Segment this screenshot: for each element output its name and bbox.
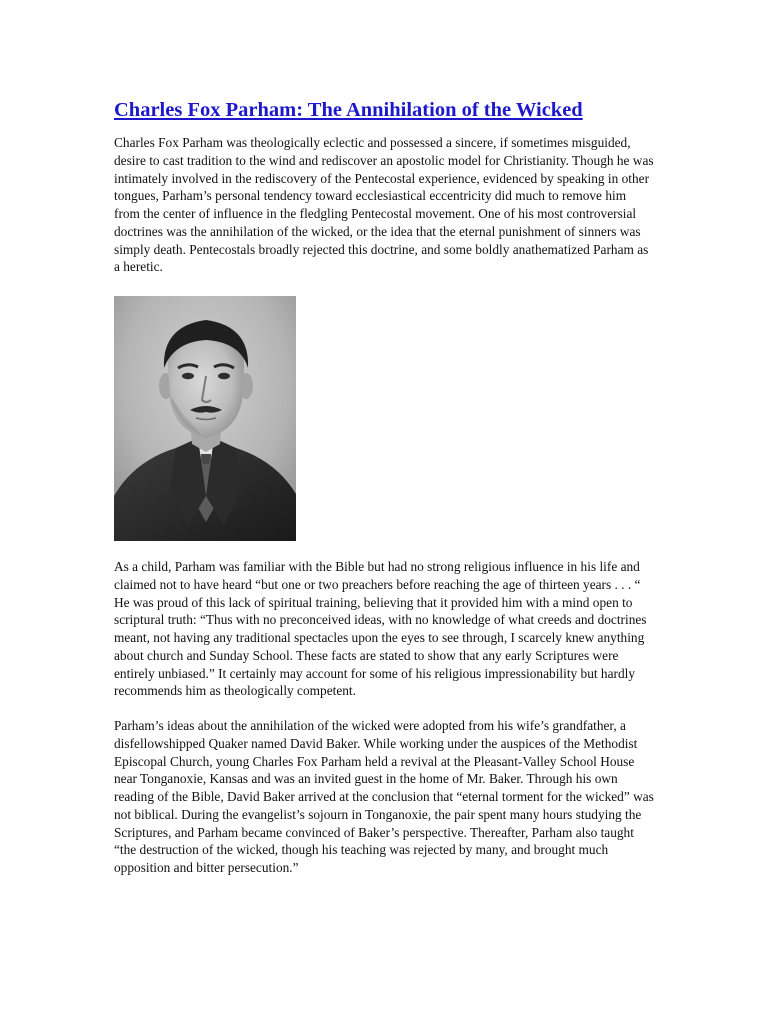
article-paragraph-intro: Charles Fox Parham was theologically eclectic and possessed a sincere, if sometimes misguided, desire to cast tradition to the wind and rediscover an apostolic model for Christianity. Though he was intimately involved in the rediscovery of the Pentecostal experience, evidenced by speaking in other tongues, Parham’s personal tendency toward ecclesiastical eccentricity did much to remove him from the center of influence in the fledgling Pentecostal movement. One of his most controversial doctrines was the annihilation of the wicked, or the idea that the eternal punishment of sinners was simply death. Pentecostals broadly rejected this doctrine, and some boldly anathematized Parham as a heretic. xyxy=(114,135,654,275)
portrait-photo xyxy=(114,296,296,541)
article-title-link[interactable]: Charles Fox Parham: The Annihilation of the Wicked xyxy=(114,99,583,121)
article xyxy=(114,96,654,894)
article-title xyxy=(114,96,654,124)
article-paragraph-baker: Parham’s ideas about the annihilation of the wicked were adopted from his wife’s grandfather, a disfellowshipped Quaker named David Baker. While working under the auspices of the Methodist Episcopal Church, young Charles Fox Parham held a revival at the Pleasant-Valley School House near Tonganoxie, Kansas and was an invited guest in the home of Mr. Baker. Through his own reading of the Bible, David Baker arrived at the conclusion that “eternal torment for the wicked” was not biblical. During the evangelist’s sojourn in Tonganoxie, the pair spent many hours studying the Scriptures, and Parham became convinced of Baker’s perspective. Thereafter, Parham also taught “the destruction of the wicked, though his teaching was rejected by many, and brought much opposition and bitter persecution.” xyxy=(114,718,654,875)
article-paragraph-childhood: As a child, Parham was familiar with the Bible but had no strong religious influence in his life and claimed not to have heard “but one or two preachers before reaching the age of thirteen years . . . “ He was proud of this lack of spiritual training, believing that it provided him with a mind open to scriptural truth: “Thus with no preconceived ideas, with no knowledge of what creeds and doctrines meant, not having any traditional spectacles upon the eyes to see through, I scarcely knew anything about church and Sunday School. These facts are stated to show that any early Scriptures were entirely unbiased.” It certainly may account for some of his religious impressionability but hardly recommends him as theologically competent. xyxy=(114,559,647,699)
